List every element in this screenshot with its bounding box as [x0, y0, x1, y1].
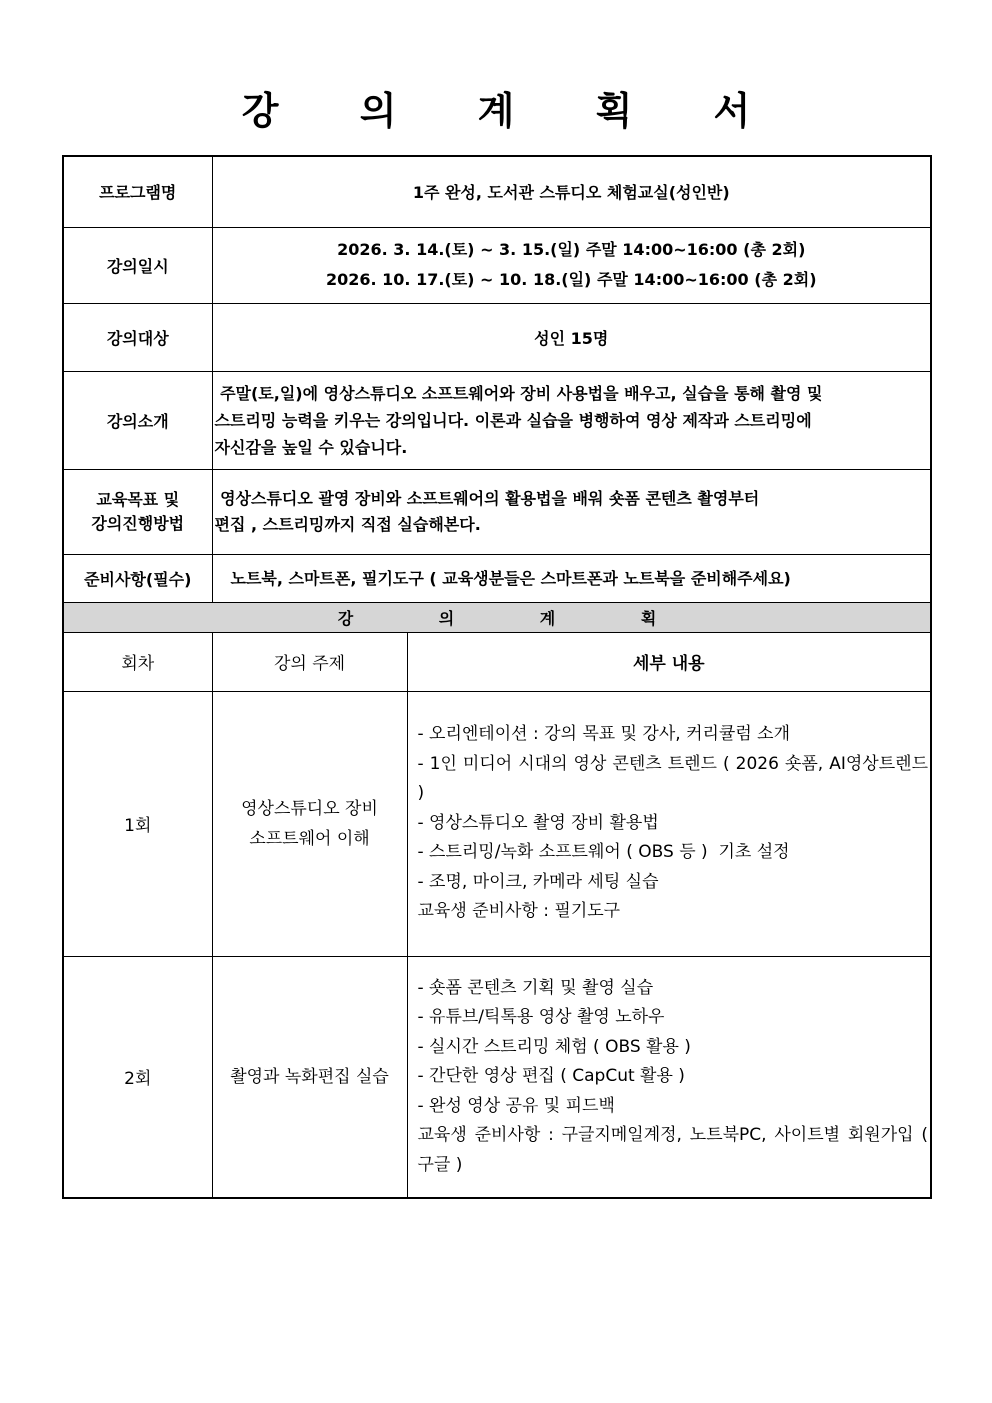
target-value: 성인 15명: [212, 303, 931, 371]
detail-line: - 조명, 마이크, 카메라 세팅 실습: [417, 871, 659, 892]
intro-line: 스트리밍 능력을 키우는 강의입니다. 이론과 실습을 병행하여 영상 제작과 스트리밍에: [214, 410, 812, 430]
schedule-value: [212, 227, 931, 303]
header-detail: 세부 내용: [407, 632, 931, 691]
schedule-row: [63, 227, 931, 303]
session-row-1: [63, 691, 931, 956]
session-number: 1회: [63, 691, 212, 956]
goal-value: [212, 469, 931, 554]
plan-band: [63, 602, 931, 632]
topic-line: 소프트웨어 이해: [249, 828, 370, 849]
detail-line: - 간단한 영상 편집 ( CapCut 활용 ): [417, 1066, 685, 1086]
session-topic: [212, 956, 407, 1198]
band-char: 획: [640, 608, 657, 628]
goal-line: 영상스튜디오 괄영 장비와 소프트웨어의 활용법을 배워 숏폼 콘텐츠 촬영부터: [214, 488, 760, 508]
plan-header-row: [63, 632, 931, 691]
topic-line: 영상스튜디오 장비: [241, 798, 378, 819]
session-details: [407, 691, 931, 956]
band-char: 계: [539, 608, 556, 628]
detail-line: 교육생 준비사항 : 구글지메일계정, 노트북PC, 사이트별 회원가입 ( 구글 ): [417, 1125, 928, 1175]
detail-line: - 오리엔테이션 : 강의 목표 및 강사, 커리큘럼 소개: [417, 724, 791, 745]
detail-line: - 실시간 스트리밍 체험 ( OBS 활용 ): [417, 1036, 691, 1057]
goal-line: 편집 , 스트리밍까지 직접 실습해본다.: [214, 514, 481, 534]
band-char: 강: [337, 608, 354, 628]
header-topic: 강의 주제: [212, 632, 407, 691]
intro-label: 강의소개: [63, 371, 212, 469]
intro-value: [212, 371, 931, 469]
schedule-line: 2026. 3. 14.(토) ~ 3. 15.(일) 주말 14:00~16:00 (총 2회): [337, 240, 806, 259]
goal-label: [63, 469, 212, 554]
detail-line: 교육생 준비사항 : 필기도구: [417, 901, 621, 922]
detail-line: - 영상스튜디오 촬영 장비 활용법: [417, 812, 659, 833]
lecture-plan-table: [62, 155, 932, 1199]
schedule-label: 강의일시: [63, 227, 212, 303]
prep-value: 노트북, 스마트폰, 필기도구 ( 교육생분들은 스마트폰과 노트북을 준비해주세요): [212, 554, 931, 602]
detail-line: - 완성 영상 공유 및 피드백: [417, 1095, 615, 1116]
schedule-line: 2026. 10. 17.(토) ~ 10. 18.(일) 주말 14:00~16:00 (총 2회): [325, 270, 817, 289]
prep-label: 준비사항(필수): [63, 554, 212, 602]
detail-line: - 숏폼 콘텐츠 기획 및 촬영 실습: [417, 977, 654, 998]
session-topic: [212, 691, 407, 956]
header-session: 회차: [63, 632, 212, 691]
session-details: [407, 956, 931, 1198]
goal-label-line: 강의진행방법: [91, 513, 185, 533]
band-char: 의: [438, 608, 455, 628]
session-row-2: [63, 956, 931, 1198]
intro-line: 주말(토,일)에 영상스튜디오 소프트웨어와 장비 사용법을 배우고, 실습을 통해 촬영 및: [214, 383, 823, 403]
prep-row: [63, 554, 931, 602]
intro-row: [63, 371, 931, 469]
page-title: 강 의 계 획 서: [241, 88, 785, 133]
intro-line: 자신감을 높일 수 있습니다.: [214, 437, 408, 457]
program-row: [63, 156, 931, 227]
goal-row: [63, 469, 931, 554]
target-label: 강의대상: [63, 303, 212, 371]
plan-band-row: [63, 602, 931, 632]
program-label: 프로그램명: [63, 156, 212, 227]
target-row: [63, 303, 931, 371]
program-value: 1주 완성, 도서관 스튜디오 체험교실(성인반): [212, 156, 931, 227]
goal-label-line: 교육목표 및: [96, 489, 180, 509]
detail-line: - 1인 미디어 시대의 영상 콘텐츠 트렌드 ( 2026 숏폼, AI영상트렌드 ): [417, 753, 928, 804]
detail-line: - 유튜브/틱톡용 영상 촬영 노하우: [417, 1007, 665, 1027]
session-number: 2회: [63, 956, 212, 1198]
detail-line: - 스트리밍/녹화 소프트웨어 ( OBS 등 ) 기초 설정: [417, 842, 790, 863]
topic-line: 촬영과 녹화편집 실습: [230, 1066, 389, 1087]
